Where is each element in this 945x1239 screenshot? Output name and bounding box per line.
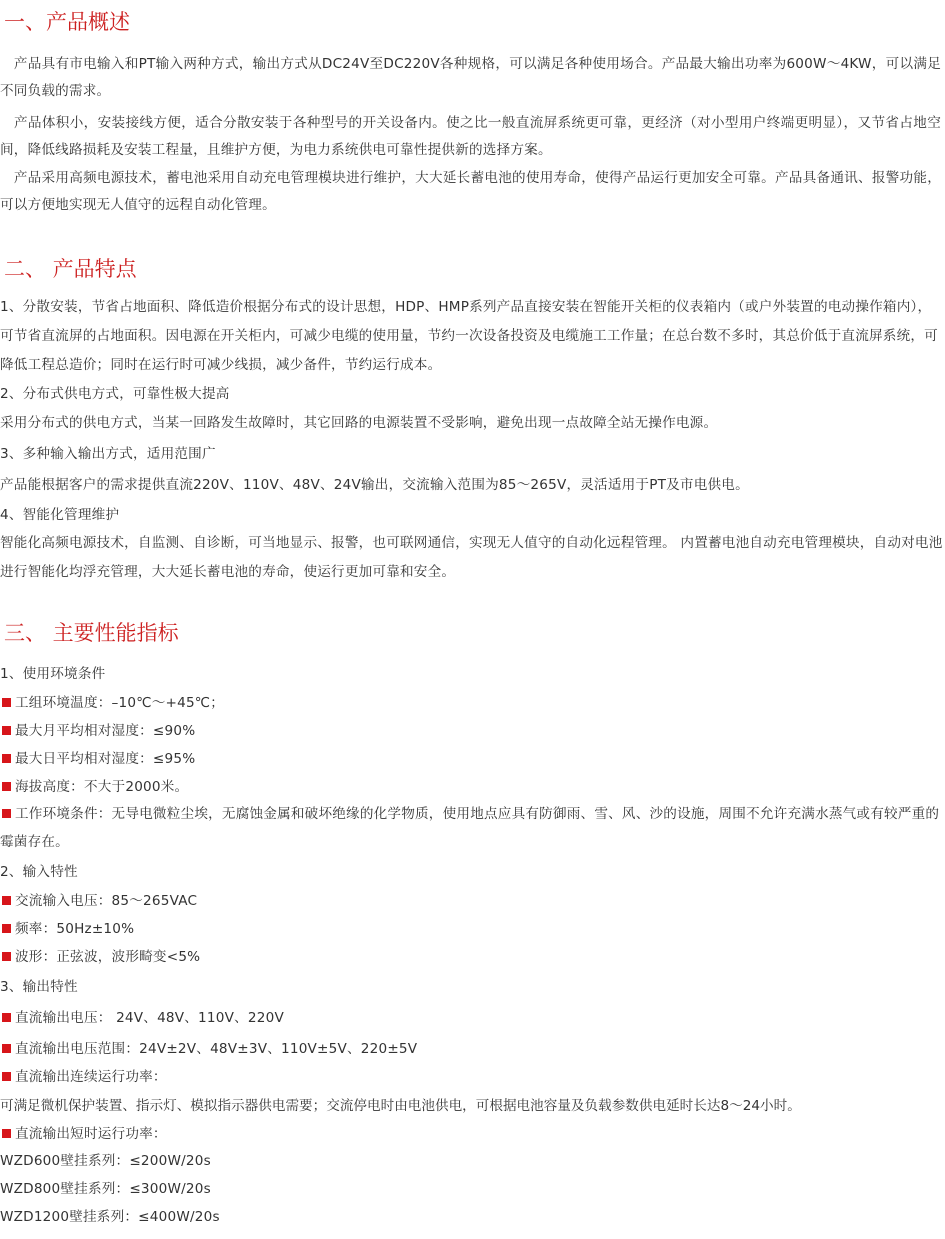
- overview-paragraph-3: 产品采用高频电源技术，蓄电池采用自动充电管理模块进行维护，大大延长蓄电池的使用寿命，使得产品运行更加安全可靠。产品具备通讯、报警功能，可以方便地实现无人值守的远程自动化管理。: [0, 170, 941, 213]
- feature-3-text: 产品能根据客户的需求提供直流220V、110V、48V、24V输出，交流输入范围为85～265V，灵活适用于PT及市电供电。: [0, 477, 749, 493]
- overview-paragraph-2: 产品体积小，安装接线方便，适合分散安装于各种型号的开关设备内。使之比一般直流屏系统更可靠，更经济（对小型用户终端更明显），又节省占地空间，降低线路损耗及安装工程量，且维护方便，为电力系统供电可靠性提供新的选择方案。: [0, 115, 941, 158]
- bullet-square-icon: [2, 698, 11, 707]
- short-item: WZD1200壁挂系列：≤400W/20s: [0, 1209, 220, 1225]
- input-item: 交流输入电压：85～265VAC: [0, 891, 197, 911]
- bullet-square-icon: [2, 782, 11, 791]
- bullet-square-icon: [2, 1129, 11, 1138]
- feature-4-title: 4、智能化管理维护: [0, 507, 120, 523]
- output-continuous-text: 可满足微机保护装置、指示灯、模拟指示器供电需要；交流停电时由电池供电，可根据电池容量及负载参数供电延时长达8～24小时。: [0, 1098, 801, 1114]
- overview-paragraph-1: 产品具有市电输入和PT输入两种方式，输出方式从DC24V至DC220V各种规格，可以满足各种使用场合。产品最大输出功率为600W～4KW，可以满足不同负载的需求。: [0, 56, 941, 99]
- input-item: 频率：50Hz±10%: [0, 919, 134, 939]
- feature-3-title: 3、多种输入输出方式，适用范围广: [0, 446, 216, 462]
- output-title: 3、输出特性: [0, 979, 78, 995]
- env-item: 最大日平均相对湿度：≤95%: [0, 749, 195, 769]
- env-item: 工组环境温度：–10℃～+45℃；: [0, 693, 224, 713]
- bullet-square-icon: [2, 896, 11, 905]
- section-title-overview: 一、产品概述: [4, 10, 130, 34]
- output-item: 直流输出电压范围：24V±2V、48V±3V、110V±5V、220±5V: [0, 1039, 417, 1059]
- bullet-square-icon: [2, 1013, 11, 1022]
- short-item: WZD600壁挂系列：≤200W/20s: [0, 1153, 211, 1169]
- output-short-title: 直流输出短时运行功率：: [0, 1124, 167, 1144]
- bullet-square-icon: [2, 1072, 11, 1081]
- feature-1-text: 1、分散安装，节省占地面积、降低造价根据分布式的设计思想，HDP、HMP系列产品直接安装在智能开关柜的仪表箱内（或户外装置的电动操作箱内），可节省直流屏的占地面积。因电源在开关柜内，可减少电缆的使用量，节约一次设备投资及电缆施工工作量；在总台数不多时，其总价低于直流屏系统，可降低工程总造价；同时在运行时可减少线损，减少备件，节约运行成本。: [0, 299, 938, 373]
- section-title-specs: 三、 主要性能指标: [4, 621, 179, 645]
- output-item: 直流输出连续运行功率：: [0, 1067, 167, 1087]
- bullet-square-icon: [2, 726, 11, 735]
- bullet-square-icon: [2, 754, 11, 763]
- bullet-square-icon: [2, 952, 11, 961]
- bullet-square-icon: [2, 924, 11, 933]
- env-item-long: 工作环境条件：无导电微粒尘埃，无腐蚀金属和破坏绝缘的化学物质，使用地点应具有防御雨、雪、风、沙的设施，周围不允许充满水蒸气或有较严重的霉菌存在。: [0, 806, 940, 850]
- section-title-features: 二、 产品特点: [4, 257, 137, 281]
- env-item: 海拔高度：不大于2000米。: [0, 777, 188, 797]
- feature-2-text: 采用分布式的供电方式，当某一回路发生故障时，其它回路的电源装置不受影响，避免出现一点故障全站无操作电源。: [0, 415, 718, 431]
- env-item: 最大月平均相对湿度：≤90%: [0, 721, 195, 741]
- output-item: 直流输出电压： 24V、48V、110V、220V: [0, 1008, 284, 1028]
- input-item: 波形：正弦波，波形畸变<5%: [0, 947, 200, 967]
- input-title: 2、输入特性: [0, 864, 78, 880]
- bullet-square-icon: [2, 1044, 11, 1053]
- short-item: WZD800壁挂系列：≤300W/20s: [0, 1181, 211, 1197]
- feature-4-text: 智能化高频电源技术，自监测、自诊断，可当地显示、报警，也可联网通信，实现无人值守的自动化远程管理。 内置蓄电池自动充电管理模块，自动对电池进行智能化均浮充管理，大大延长蓄电池的寿命，使运行更加可靠和安全。: [0, 535, 943, 580]
- feature-2-title: 2、分布式供电方式，可靠性极大提高: [0, 386, 230, 402]
- env-title: 1、使用环境条件: [0, 666, 106, 682]
- bullet-square-icon: [2, 809, 11, 818]
